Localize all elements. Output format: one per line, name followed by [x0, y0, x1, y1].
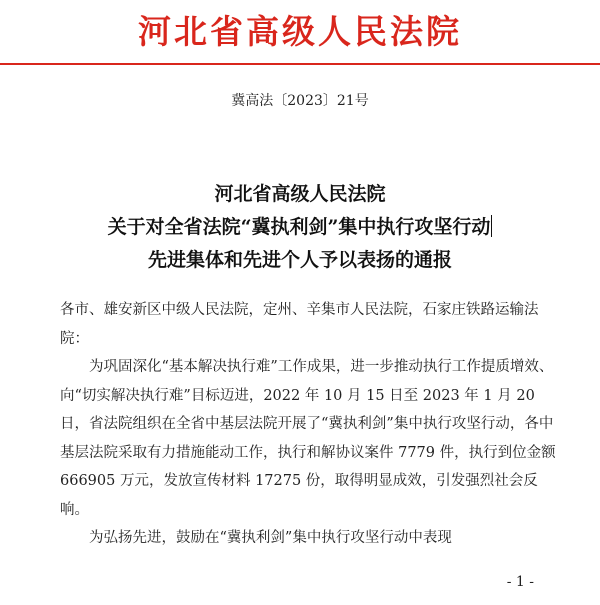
addressee: 各市、雄安新区中级人民法院，定州、辛集市人民法院，石家庄铁路运输法院：	[60, 302, 539, 347]
text-cursor	[491, 215, 492, 237]
red-divider-line	[0, 63, 600, 65]
title-line-1: 河北省高级人民法院	[214, 183, 386, 205]
title-line-2-text: 关于对全省法院“冀执利剑”集中执行攻坚行动	[107, 216, 491, 238]
body-paragraph-1: 为巩固深化“基本解决执行难”工作成果，进一步推动执行工作提质增效、向“切实解决执行难”目标迈进，2022 年 10 月 15 日至 2023 年 1 月 20 日，省法院组织在全省中基层法院开展了“冀执利剑”集中执行攻坚行动，各中基层法院采取有力措施能动工作，执行和解协议案件 7779 件，执行到位金额 666905 万元，发放宣传材料 17275 份，取得明显成效，引发强烈社会反响。	[60, 359, 556, 518]
document-number: 冀高法〔2023〕21号	[231, 93, 369, 109]
title-line-2	[40, 211, 560, 244]
court-masthead: 河北省高级人民法院	[138, 12, 462, 51]
title-line-3: 先进集体和先进个人予以表扬的通报	[147, 249, 452, 271]
document-title	[40, 178, 560, 277]
body-paragraph-2: 为弘扬先进，鼓励在“冀执利剑”集中执行攻坚行动中表现	[89, 530, 452, 546]
page-number: - 1 -	[506, 574, 534, 590]
document-body	[60, 296, 556, 553]
